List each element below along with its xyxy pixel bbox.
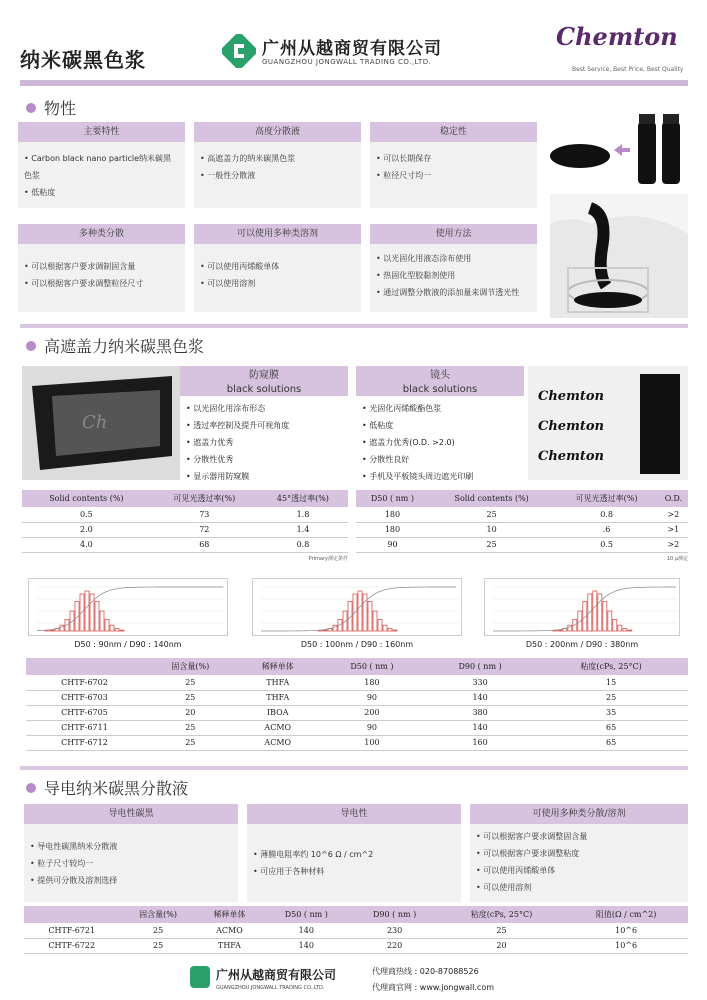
table-note: 10 μ测定 [666,555,688,562]
table-header: D50 ( nm ) [262,906,350,923]
header-divider [20,80,688,86]
block-item: • 透过率控制及提升可视角度 [186,417,342,434]
table-header: Solid contents (%) [429,490,554,507]
block-item: • 遮盖力优秀(O.D. >2.0) [362,434,518,451]
sample-brand-text: Chemton [538,449,604,464]
company-name: 广州从越商贸有限公司 [262,39,442,59]
box-heading: 高度分散液 [194,122,361,142]
box-item: • 高遮盖力的纳米碳黑色浆 [200,150,355,167]
table-row: CHTF-6712 25 ACMO 100 160 65 [26,735,688,750]
box-item: • 粒径尺寸均一 [376,167,531,184]
product-table [26,658,688,751]
table-row: 2.0 72 1.4 [22,522,348,537]
cumulative-curve [493,587,676,631]
histogram-bar [120,630,124,631]
box-heading: 稳定性 [370,122,537,142]
box-heading: 可使用多种类分散/溶剂 [470,804,688,824]
company-logo-icon [222,34,256,68]
box-item: • 热固化型胶黏剂使用 [376,267,531,284]
sample-brand-text: Chemton [538,419,604,434]
box-item: • Carbon black nano particle纳米碳黑色浆 [24,150,179,184]
box-item: • 可以根据客户要求调整固含量 [476,828,682,845]
lens-block [356,366,524,489]
footer-website: 代理商官网 : www.jongwall.com [372,983,495,992]
distribution-caption: D50 : 200nm / D90 : 380nm [525,640,639,649]
table-header: 阻值(Ω / cm^2) [564,906,688,923]
property-box [470,804,688,902]
property-box [247,804,461,902]
box-item: • 可以使用丙烯酸单体 [200,258,355,275]
section-properties-heading [26,96,76,119]
brand-logo: Chemton [556,22,678,51]
box-item: • 低粘度 [24,184,179,201]
histogram-bar [70,611,74,631]
distribution-histogram [252,578,462,636]
cumulative-curve [261,587,456,631]
histogram-bar [613,619,617,631]
table-row: CHTF-6705 20 IBOA 200 380 35 [26,705,688,720]
property-box [24,804,238,902]
footer-company-name: 广州从越商贸有限公司 [216,968,337,982]
box-item: • 以光固化用液态涂布使用 [376,250,531,267]
distribution-caption: D50 : 90nm / D90 : 140nm [74,640,182,649]
table-header: 可见光透过率(%) [151,490,258,507]
histogram-bar [388,629,392,631]
block-item: • 低粘度 [362,417,518,434]
block-item: • 显示器用防窥膜 [186,468,342,485]
table-row: 180 10 .6 >1 [356,522,688,537]
property-box [194,224,361,312]
table-header: 粘度(cPs, 25°C) [534,658,688,675]
table-header: 可见光透过率(%) [554,490,658,507]
histogram-bar [393,630,397,631]
histogram-bar [50,630,54,631]
page-title: 纳米碳黑色浆 [20,48,146,72]
distribution-chart-1 [28,578,228,649]
table-header: 固含量(%) [143,658,238,675]
table-header: 稀释单体 [238,658,318,675]
histogram-bar [383,625,387,631]
lens-table [356,490,688,562]
privacy-film-block [180,366,348,489]
table-row: CHTF-6721 25 ACMO 140 230 25 10^6 [24,923,688,938]
box-item: • 提供可分散及溶剂选择 [30,872,232,889]
table-row: 4.0 68 0.8 [22,537,348,552]
section-title: 高遮盖力纳米碳黑色浆 [44,337,205,356]
table-header: 稀释单体 [197,906,262,923]
distribution-histogram [484,578,680,636]
block-subheading: black solutions [226,384,302,395]
conductive-table [24,906,688,954]
histogram-bar [105,619,109,631]
table-header: D90 ( nm ) [426,658,534,675]
section-title: 导电纳米碳黑分散液 [44,779,189,798]
histogram-bar [110,625,114,631]
table-header: 粘度(cPs, 25°C) [439,906,564,923]
table-header: O.D. [659,490,688,507]
table-row: 0.5 73 1.8 [22,507,348,522]
distribution-caption: D50 : 100nm / D90 : 160nm [300,640,414,649]
histogram-bar [628,630,632,631]
footer-hotline: 代理商热线 : 020-87088526 [372,967,479,976]
footer-logo-icon [190,966,210,988]
bullet-dot-icon [26,341,36,351]
section-divider [20,324,688,328]
black-sample-strip [640,374,680,474]
box-heading: 使用方法 [370,224,537,244]
box-item: • 可以使用溶剂 [200,275,355,292]
bullet-dot-icon [26,783,36,793]
box-heading: 可以使用多种类溶剂 [194,224,361,244]
histogram-bar [368,602,372,631]
table-header: D50 ( nm ) [356,490,429,507]
section-divider [20,766,688,770]
privacy-film-table [22,490,348,562]
block-item: • 分散性良好 [362,451,518,468]
box-item: • 可以根据客户要求调整粘度 [476,845,682,862]
box-heading: 导电性 [247,804,461,824]
block-item: • 手机及平板镜头周边遮光印刷 [362,468,518,485]
table-row: 180 25 0.8 >2 [356,507,688,522]
histogram-bar [373,611,377,631]
histogram-bar [608,611,612,631]
box-heading: 多种类分散 [18,224,185,244]
table-row: CHTF-6702 25 THFA 180 330 15 [26,675,688,690]
sample-brand-text: Chemton [538,389,604,404]
property-box [194,122,361,208]
table-row: CHTF-6722 25 THFA 140 220 20 10^6 [24,938,688,953]
histogram-bar [115,629,119,631]
block-heading: 防窥膜 [249,370,279,381]
section-conductive-heading [26,776,188,799]
table-header: 45°透过率(%) [258,490,348,507]
block-item: • 光固化丙烯酸酯色浆 [362,400,518,417]
box-item: • 通过调整分散液的添加量来调节透光性 [376,284,531,301]
histogram-bar [343,611,347,631]
conductive-boxes [24,804,688,902]
table-note: Primary测定条件 [308,555,348,562]
table-row: CHTF-6711 25 ACMO 90 140 65 [26,720,688,735]
histogram-bar [90,594,94,631]
histogram-bar [363,594,367,631]
block-heading: 镜头 [430,370,450,381]
histogram-bar [378,619,382,631]
box-item: • 可以使用溶剂 [476,879,682,896]
distribution-chart-2 [252,578,462,649]
box-item: • 粒子尺寸较均一 [30,855,232,872]
histogram-bar [558,630,562,631]
property-box [18,224,185,312]
table-header: D90 ( nm ) [350,906,438,923]
box-item: • 可以使用丙烯酸单体 [476,862,682,879]
histogram-bar [618,625,622,631]
histogram-bar [603,602,607,631]
histogram-bar [95,602,99,631]
section-high-coverage-heading [26,334,204,357]
footer-company-en: GUANGZHOU JONGWALL TRADING CO.,LTD. [216,985,325,991]
table-header: Solid contents (%) [22,490,151,507]
tablet-photo [22,366,180,480]
box-heading: 导电性碳黑 [24,804,238,824]
histogram-bar [100,611,104,631]
block-item: • 分散性优秀 [186,451,342,468]
property-box [370,122,537,208]
box-item: • 一般性分散液 [200,167,355,184]
property-box [18,122,185,208]
table-header: 固含量(%) [119,906,196,923]
pouring-ink-photo [550,194,688,318]
box-item: • 可以根据客户要求调制固含量 [24,258,179,275]
properties-grid [18,122,536,312]
company-name-en: GUANGZHOU JONGWALL TRADING CO.,LTD. [262,58,432,66]
table-row: 90 25 0.5 >2 [356,537,688,552]
box-item: • 薄膜电阻率约 10^6 Ω / cm^2 [253,846,455,863]
distribution-histogram [28,578,228,636]
block-item: • 以光固化用涂布形态 [186,400,342,417]
histogram-bar [323,630,327,631]
table-header: D50 ( nm ) [318,658,426,675]
table-row: CHTF-6703 25 THFA 90 140 25 [26,690,688,705]
distribution-chart-3 [484,578,680,649]
svg-text:Ch: Ch [82,412,108,433]
box-heading: 主要特性 [18,122,185,142]
histogram-bar [578,611,582,631]
print-sample-photo [528,366,688,480]
histogram-bar [623,629,627,631]
block-item: • 遮盖力优秀 [186,434,342,451]
box-item: • 导电性碳黑纳米分散液 [30,838,232,855]
property-box [370,224,537,312]
box-item: • 可以长期保存 [376,150,531,167]
box-item: • 可应用于各种材料 [253,863,455,880]
ink-sample-photo [548,110,688,190]
block-subheading: black solutions [402,384,478,395]
section-title: 物性 [44,99,77,118]
brand-slogan: Best Service, Best Price, Best Quality [572,66,684,73]
box-item: • 可以根据客户要求调整粒径尺寸 [24,275,179,292]
bullet-dot-icon [26,103,36,113]
histogram-bar [598,594,602,631]
